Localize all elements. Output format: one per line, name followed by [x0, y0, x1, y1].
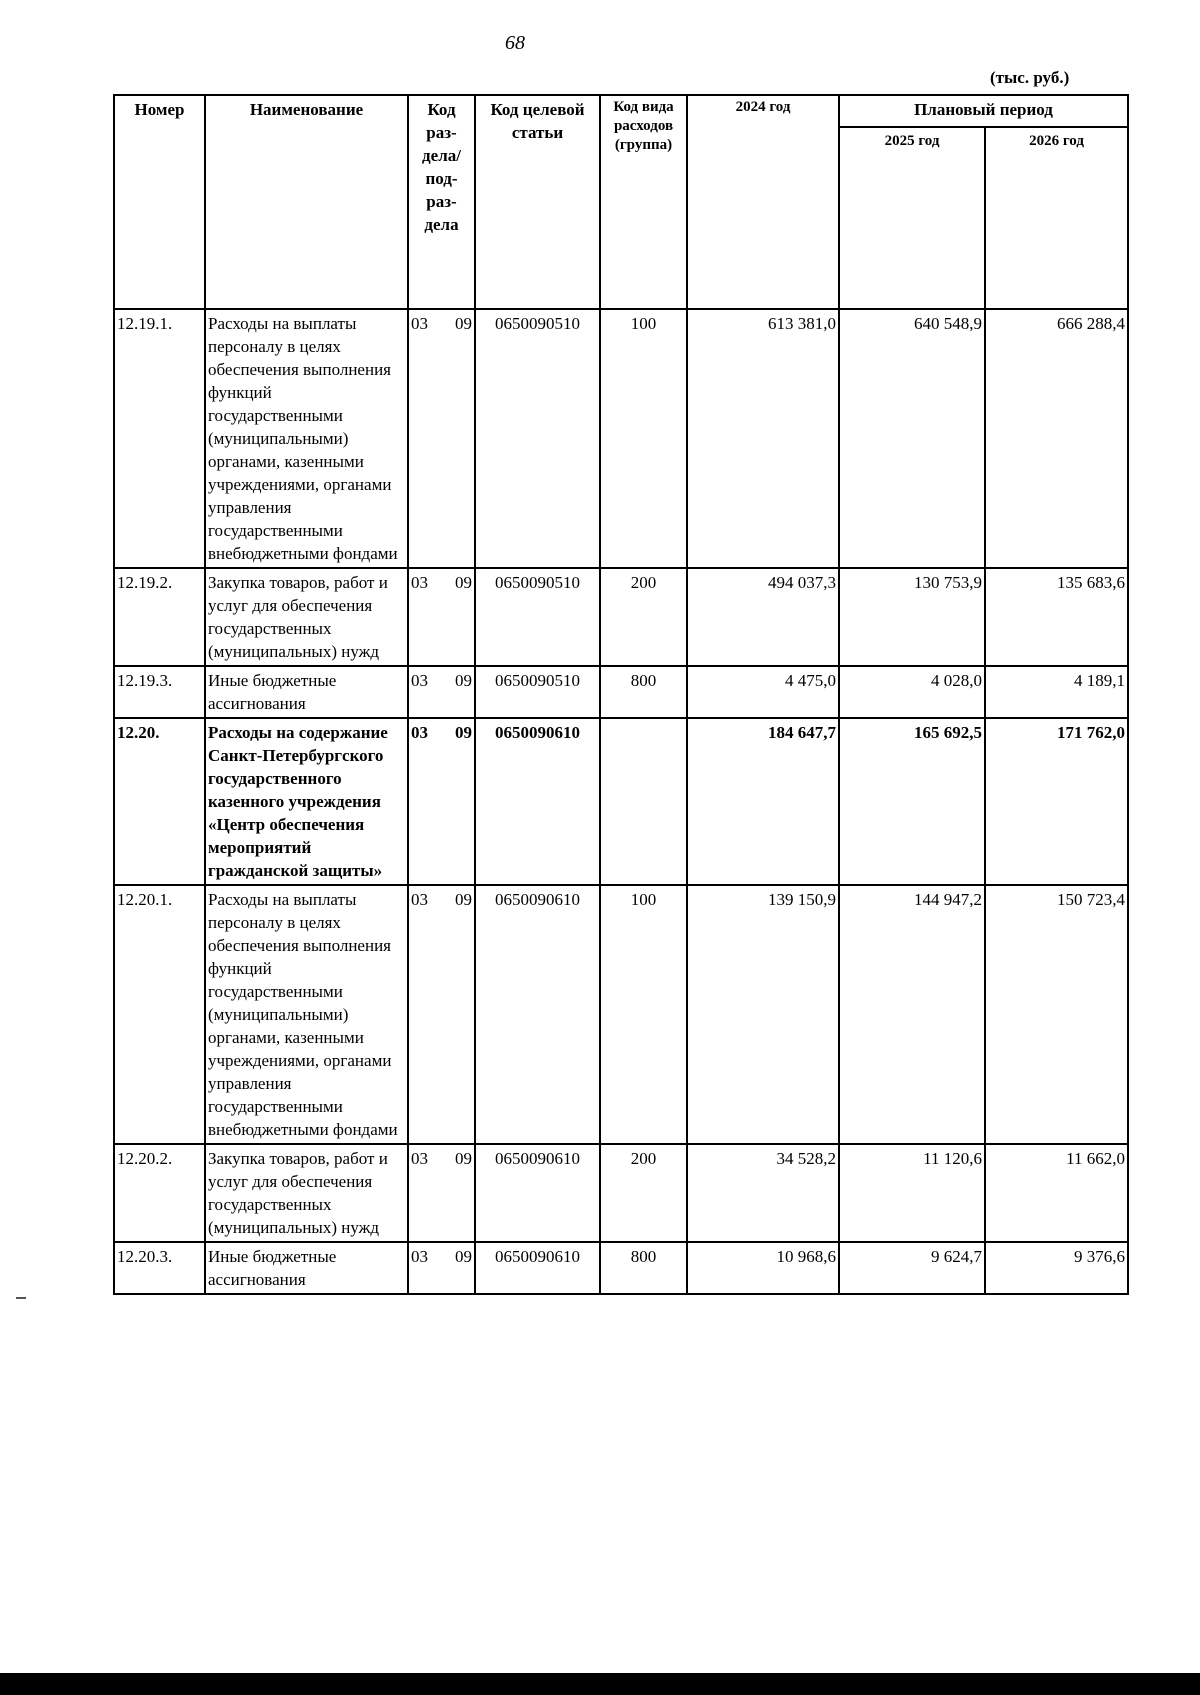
header-planned-period: Плановый период	[839, 95, 1128, 127]
row-subsection: 09	[455, 1247, 472, 1266]
units-label: (тыс. руб.)	[990, 68, 1070, 87]
row-subsection: 09	[455, 671, 472, 690]
row-number: 12.20.	[114, 718, 205, 885]
budget-table	[113, 94, 1129, 1295]
row-section: 03	[411, 723, 428, 742]
row-name: Закупка товаров, работ и услуг для обеспечения государственных (муниципальных) нужд	[205, 1144, 408, 1242]
row-section: 03	[411, 890, 428, 909]
page-number: 68	[505, 32, 525, 54]
row-amount-2026: 4 189,1	[985, 666, 1128, 718]
row-expense-type: 200	[600, 568, 687, 666]
row-section-code	[408, 666, 475, 718]
table-row	[114, 309, 1128, 568]
header-year-2026: 2026 год	[985, 127, 1128, 309]
header-number: Номер	[114, 95, 205, 309]
row-target-code: 0650090610	[475, 1144, 600, 1242]
row-amount-2026: 9 376,6	[985, 1242, 1128, 1294]
row-section-code	[408, 1144, 475, 1242]
row-amount-2025: 144 947,2	[839, 885, 985, 1144]
row-amount-2025: 4 028,0	[839, 666, 985, 718]
header-expense-type: Код вида расходов (группа)	[600, 95, 687, 309]
row-expense-type: 100	[600, 309, 687, 568]
row-section-code	[408, 309, 475, 568]
row-amount-2024: 10 968,6	[687, 1242, 839, 1294]
row-expense-type: 100	[600, 885, 687, 1144]
row-amount-2024: 613 381,0	[687, 309, 839, 568]
row-expense-type: 800	[600, 666, 687, 718]
scan-mark	[16, 1297, 26, 1299]
row-expense-type: 800	[600, 1242, 687, 1294]
row-name: Иные бюджетные ассигнования	[205, 1242, 408, 1294]
row-number: 12.20.3.	[114, 1242, 205, 1294]
header-target-code: Код целевой статьи	[475, 95, 600, 309]
row-amount-2025: 11 120,6	[839, 1144, 985, 1242]
row-expense-type: 200	[600, 1144, 687, 1242]
row-subsection: 09	[455, 1149, 472, 1168]
header-year-2024: 2024 год	[687, 95, 839, 309]
row-target-code: 0650090610	[475, 718, 600, 885]
row-subsection: 09	[455, 573, 472, 592]
row-name: Иные бюджетные ассигнования	[205, 666, 408, 718]
row-amount-2026: 11 662,0	[985, 1144, 1128, 1242]
row-amount-2024: 4 475,0	[687, 666, 839, 718]
row-name: Расходы на выплаты персоналу в целях обеспечения выполнения функций государственными (муниципальными) органами, казенными учреждениями, органами управления государственными внебюджетными фондами	[205, 309, 408, 568]
row-expense-type	[600, 718, 687, 885]
row-amount-2024: 494 037,3	[687, 568, 839, 666]
row-amount-2026: 666 288,4	[985, 309, 1128, 568]
row-section: 03	[411, 573, 428, 592]
row-section-code	[408, 1242, 475, 1294]
table-row-summary	[114, 718, 1128, 885]
header-year-2025: 2025 год	[839, 127, 985, 309]
row-number: 12.20.2.	[114, 1144, 205, 1242]
row-amount-2024: 184 647,7	[687, 718, 839, 885]
row-section: 03	[411, 314, 428, 333]
row-amount-2025: 165 692,5	[839, 718, 985, 885]
row-amount-2025: 640 548,9	[839, 309, 985, 568]
row-amount-2026: 135 683,6	[985, 568, 1128, 666]
row-section: 03	[411, 671, 428, 690]
row-subsection: 09	[455, 723, 472, 742]
table-row	[114, 885, 1128, 1144]
header-section-code: Код раз-дела/ под-раз-дела	[408, 95, 475, 309]
table-row	[114, 1242, 1128, 1294]
row-section-code	[408, 885, 475, 1144]
row-subsection: 09	[455, 314, 472, 333]
row-target-code: 0650090510	[475, 666, 600, 718]
row-number: 12.20.1.	[114, 885, 205, 1144]
row-amount-2025: 9 624,7	[839, 1242, 985, 1294]
header-row-1	[114, 95, 1128, 127]
row-target-code: 0650090610	[475, 885, 600, 1144]
row-amount-2024: 139 150,9	[687, 885, 839, 1144]
row-name: Расходы на выплаты персоналу в целях обеспечения выполнения функций государственными (муниципальными) органами, казенными учреждениями, органами управления государственными внебюджетными фондами	[205, 885, 408, 1144]
row-amount-2024: 34 528,2	[687, 1144, 839, 1242]
row-name: Закупка товаров, работ и услуг для обеспечения государственных (муниципальных) нужд	[205, 568, 408, 666]
row-section: 03	[411, 1247, 428, 1266]
row-target-code: 0650090510	[475, 309, 600, 568]
row-section-code	[408, 568, 475, 666]
row-subsection: 09	[455, 890, 472, 909]
row-number: 12.19.3.	[114, 666, 205, 718]
header-name: Наименование	[205, 95, 408, 309]
table-row	[114, 666, 1128, 718]
row-number: 12.19.2.	[114, 568, 205, 666]
row-amount-2026: 171 762,0	[985, 718, 1128, 885]
row-amount-2025: 130 753,9	[839, 568, 985, 666]
table-row	[114, 568, 1128, 666]
row-section: 03	[411, 1149, 428, 1168]
row-target-code: 0650090610	[475, 1242, 600, 1294]
scan-bottom-edge	[0, 1673, 1200, 1695]
row-amount-2026: 150 723,4	[985, 885, 1128, 1144]
table-row	[114, 1144, 1128, 1242]
row-section-code	[408, 718, 475, 885]
row-name: Расходы на содержание Санкт-Петербургского государственного казенного учреждения «Центр обеспечения мероприятий гражданской защиты»	[205, 718, 408, 885]
row-target-code: 0650090510	[475, 568, 600, 666]
row-number: 12.19.1.	[114, 309, 205, 568]
